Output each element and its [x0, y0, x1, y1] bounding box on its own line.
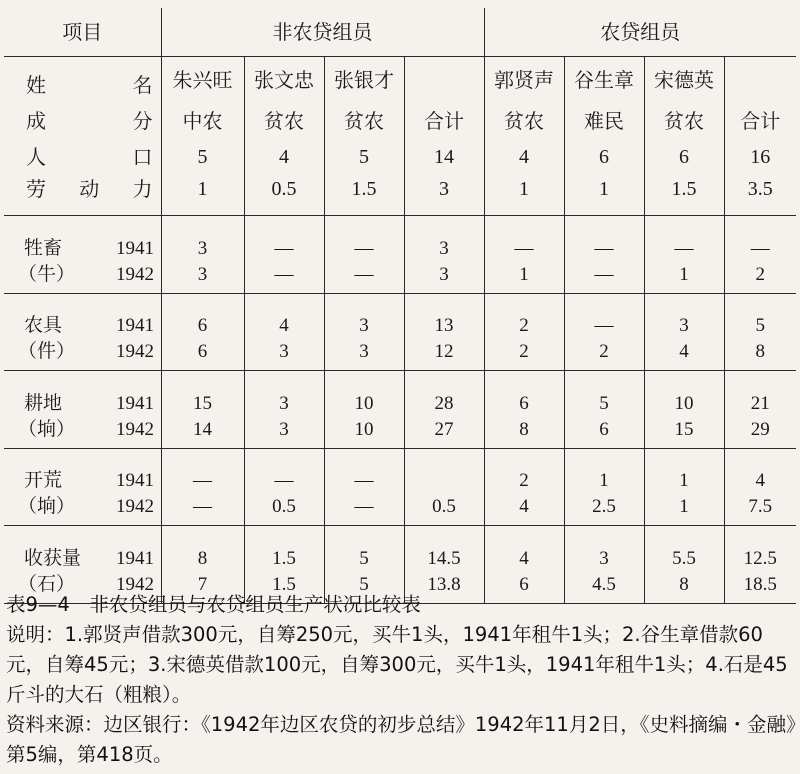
population-value: 6 — [564, 139, 644, 175]
value-cell: 3 — [244, 337, 324, 371]
category-unit-text: （垧） — [18, 495, 76, 517]
value-cell: — — [324, 448, 404, 492]
labor-value: 1 — [484, 175, 564, 216]
value-cell: 2 — [484, 448, 564, 492]
value-cell: — — [324, 260, 404, 294]
year-label: 1942 — [116, 573, 154, 595]
member-class: 难民 — [564, 103, 644, 139]
value-cell: — — [644, 216, 724, 260]
value-cell: 5 — [724, 293, 796, 337]
explanation-note: 说明：1.郭贤声借款300元，自筹250元，买牛1头，1941年租牛1头；2.谷生章借款60元，自筹45元；3.宋德英借款100元，自筹300元，买牛1头，1941年租牛1头；4.石是45斤斗的大石（粗粮）。 — [6, 623, 788, 706]
value-cell: 1 — [644, 448, 724, 492]
value-cell: 6 — [161, 293, 244, 337]
category-unit-text: （垧） — [18, 417, 76, 440]
category-name-text: 耕地 — [24, 391, 63, 414]
category-unit — [4, 260, 161, 294]
value-cell: 12 — [404, 337, 484, 371]
category-unit — [4, 492, 161, 526]
year-label: 1941 — [116, 315, 154, 336]
category-row — [4, 260, 796, 294]
comparison-table — [4, 8, 796, 604]
row-label-population: 人口 — [26, 145, 153, 169]
value-cell: 5 — [324, 570, 404, 604]
header-loan-group: 农贷组员 — [484, 8, 796, 57]
value-cell: 10 — [324, 415, 404, 449]
labor-value: 3.5 — [724, 175, 796, 216]
header-item: 项目 — [4, 8, 161, 57]
year-label: 1942 — [116, 496, 154, 517]
population-value: 4 — [244, 139, 324, 175]
year-label: 1941 — [116, 237, 154, 259]
value-cell: 2 — [564, 337, 644, 371]
population-value: 6 — [644, 139, 724, 175]
population-value: 5 — [324, 139, 404, 175]
value-cell: 1.5 — [244, 570, 324, 604]
category-row — [4, 448, 796, 492]
category-unit — [4, 415, 161, 449]
value-cell: 4 — [644, 337, 724, 371]
value-cell: 3 — [244, 371, 324, 415]
labor-value: 1 — [564, 175, 644, 216]
category-unit — [4, 337, 161, 371]
value-cell: 0.5 — [404, 492, 484, 526]
value-cell: 3 — [404, 260, 484, 294]
category-name — [4, 526, 161, 570]
value-cell: — — [244, 448, 324, 492]
category-row — [4, 337, 796, 371]
category-row — [4, 526, 796, 570]
value-cell: 3 — [161, 260, 244, 294]
year-label: 1942 — [116, 341, 154, 362]
value-cell: 1 — [564, 448, 644, 492]
value-cell: 4 — [244, 293, 324, 337]
value-cell: 7 — [161, 570, 244, 604]
value-cell: 1 — [644, 260, 724, 294]
population-value: 16 — [724, 139, 796, 175]
value-cell: 12.5 — [724, 526, 796, 570]
source-note: 资料来源：边区银行：《1942年边区农贷的初步总结》1942年11月2日，《史料摘编・金融》第5编，第418页。 — [6, 713, 796, 766]
value-cell: — — [161, 448, 244, 492]
value-cell: — — [564, 293, 644, 337]
member-class: 贫农 — [644, 103, 724, 139]
category-name — [4, 216, 161, 260]
value-cell: 8 — [644, 570, 724, 604]
value-cell: 8 — [724, 337, 796, 371]
value-cell: 21 — [724, 371, 796, 415]
value-cell: 2.5 — [564, 492, 644, 526]
value-cell: 15 — [644, 415, 724, 449]
member-name: 张银才 — [324, 57, 404, 104]
value-cell: 4 — [484, 492, 564, 526]
value-cell: — — [244, 216, 324, 260]
value-cell: — — [724, 216, 796, 260]
value-cell: 8 — [161, 526, 244, 570]
category-row — [4, 216, 796, 260]
member-class: 贫农 — [324, 103, 404, 139]
value-cell: 14 — [161, 415, 244, 449]
category-unit-text: （石） — [18, 572, 76, 595]
member-name: 朱兴旺 — [161, 57, 244, 104]
value-cell: 3 — [161, 216, 244, 260]
category-row — [4, 415, 796, 449]
value-cell: 5 — [564, 371, 644, 415]
value-cell: — — [244, 260, 324, 294]
value-cell: 4 — [484, 526, 564, 570]
value-cell: 1.5 — [244, 526, 324, 570]
member-name: 宋德英 — [644, 57, 724, 104]
member-class: 贫农 — [484, 103, 564, 139]
value-cell: 0.5 — [244, 492, 324, 526]
value-cell: 13 — [404, 293, 484, 337]
value-cell: — — [564, 260, 644, 294]
labor-value: 0.5 — [244, 175, 324, 216]
value-cell: 10 — [324, 371, 404, 415]
value-cell: 4.5 — [564, 570, 644, 604]
year-label: 1941 — [116, 547, 154, 569]
value-cell: 2 — [484, 337, 564, 371]
header-non-loan-group: 非农贷组员 — [161, 8, 484, 57]
value-cell: 2 — [484, 293, 564, 337]
value-cell: 29 — [724, 415, 796, 449]
member-class: 合计 — [724, 103, 796, 139]
member-name: 张文忠 — [244, 57, 324, 104]
category-name-text: 农具 — [24, 314, 63, 336]
member-name: 郭贤声 — [484, 57, 564, 104]
labor-value: 1.5 — [644, 175, 724, 216]
value-cell: 13.8 — [404, 570, 484, 604]
category-row — [4, 293, 796, 337]
value-cell: 28 — [404, 371, 484, 415]
value-cell: 10 — [644, 371, 724, 415]
value-cell: 4 — [724, 448, 796, 492]
labor-value: 3 — [404, 175, 484, 216]
year-label: 1941 — [116, 470, 154, 491]
category-name — [4, 293, 161, 337]
value-cell: 3 — [644, 293, 724, 337]
category-row — [4, 492, 796, 526]
year-label: 1941 — [116, 392, 154, 414]
member-name — [724, 57, 796, 104]
member-name — [404, 57, 484, 104]
category-name-text: 牲畜 — [24, 236, 63, 259]
table-caption: 表9—4 非农贷组员与农贷组员生产状况比较表 — [6, 593, 421, 616]
category-row — [4, 371, 796, 415]
category-name-text: 收获量 — [24, 546, 82, 569]
value-cell: 15 — [161, 371, 244, 415]
value-cell: — — [484, 216, 564, 260]
value-cell: 3 — [324, 337, 404, 371]
value-cell: 3 — [404, 216, 484, 260]
value-cell: 6 — [161, 337, 244, 371]
category-name — [4, 371, 161, 415]
population-value: 5 — [161, 139, 244, 175]
value-cell: 6 — [564, 415, 644, 449]
value-cell: 1 — [484, 260, 564, 294]
labor-value: 1.5 — [324, 175, 404, 216]
value-cell: 18.5 — [724, 570, 796, 604]
year-label: 1942 — [116, 418, 154, 440]
value-cell: 14.5 — [404, 526, 484, 570]
value-cell: 3 — [564, 526, 644, 570]
value-cell: 5.5 — [644, 526, 724, 570]
member-name: 谷生章 — [564, 57, 644, 104]
member-class: 中农 — [161, 103, 244, 139]
value-cell: 6 — [484, 570, 564, 604]
table-notes — [6, 590, 798, 770]
value-cell: — — [324, 492, 404, 526]
category-unit-text: （件） — [18, 340, 76, 362]
labor-value: 1 — [161, 175, 244, 216]
value-cell: — — [324, 216, 404, 260]
category-name — [4, 448, 161, 492]
category-name-text: 开荒 — [24, 469, 63, 491]
value-cell: 6 — [484, 371, 564, 415]
population-value: 4 — [484, 139, 564, 175]
year-label: 1942 — [116, 263, 154, 285]
category-unit-text: （牛） — [18, 262, 76, 285]
value-cell: 2 — [724, 260, 796, 294]
member-class: 合计 — [404, 103, 484, 139]
row-label-labor: 劳动力 — [4, 175, 161, 216]
value-cell: 27 — [404, 415, 484, 449]
value-cell: — — [564, 216, 644, 260]
value-cell: 1 — [644, 492, 724, 526]
member-class: 贫农 — [244, 103, 324, 139]
row-label-name: 姓名 — [26, 73, 153, 97]
value-cell: 5 — [324, 526, 404, 570]
value-cell: 3 — [244, 415, 324, 449]
value-cell: 7.5 — [724, 492, 796, 526]
value-cell: — — [161, 492, 244, 526]
row-label-class: 成分 — [26, 109, 153, 133]
population-value: 14 — [404, 139, 484, 175]
value-cell: 3 — [324, 293, 404, 337]
value-cell: 8 — [484, 415, 564, 449]
value-cell — [404, 448, 484, 492]
